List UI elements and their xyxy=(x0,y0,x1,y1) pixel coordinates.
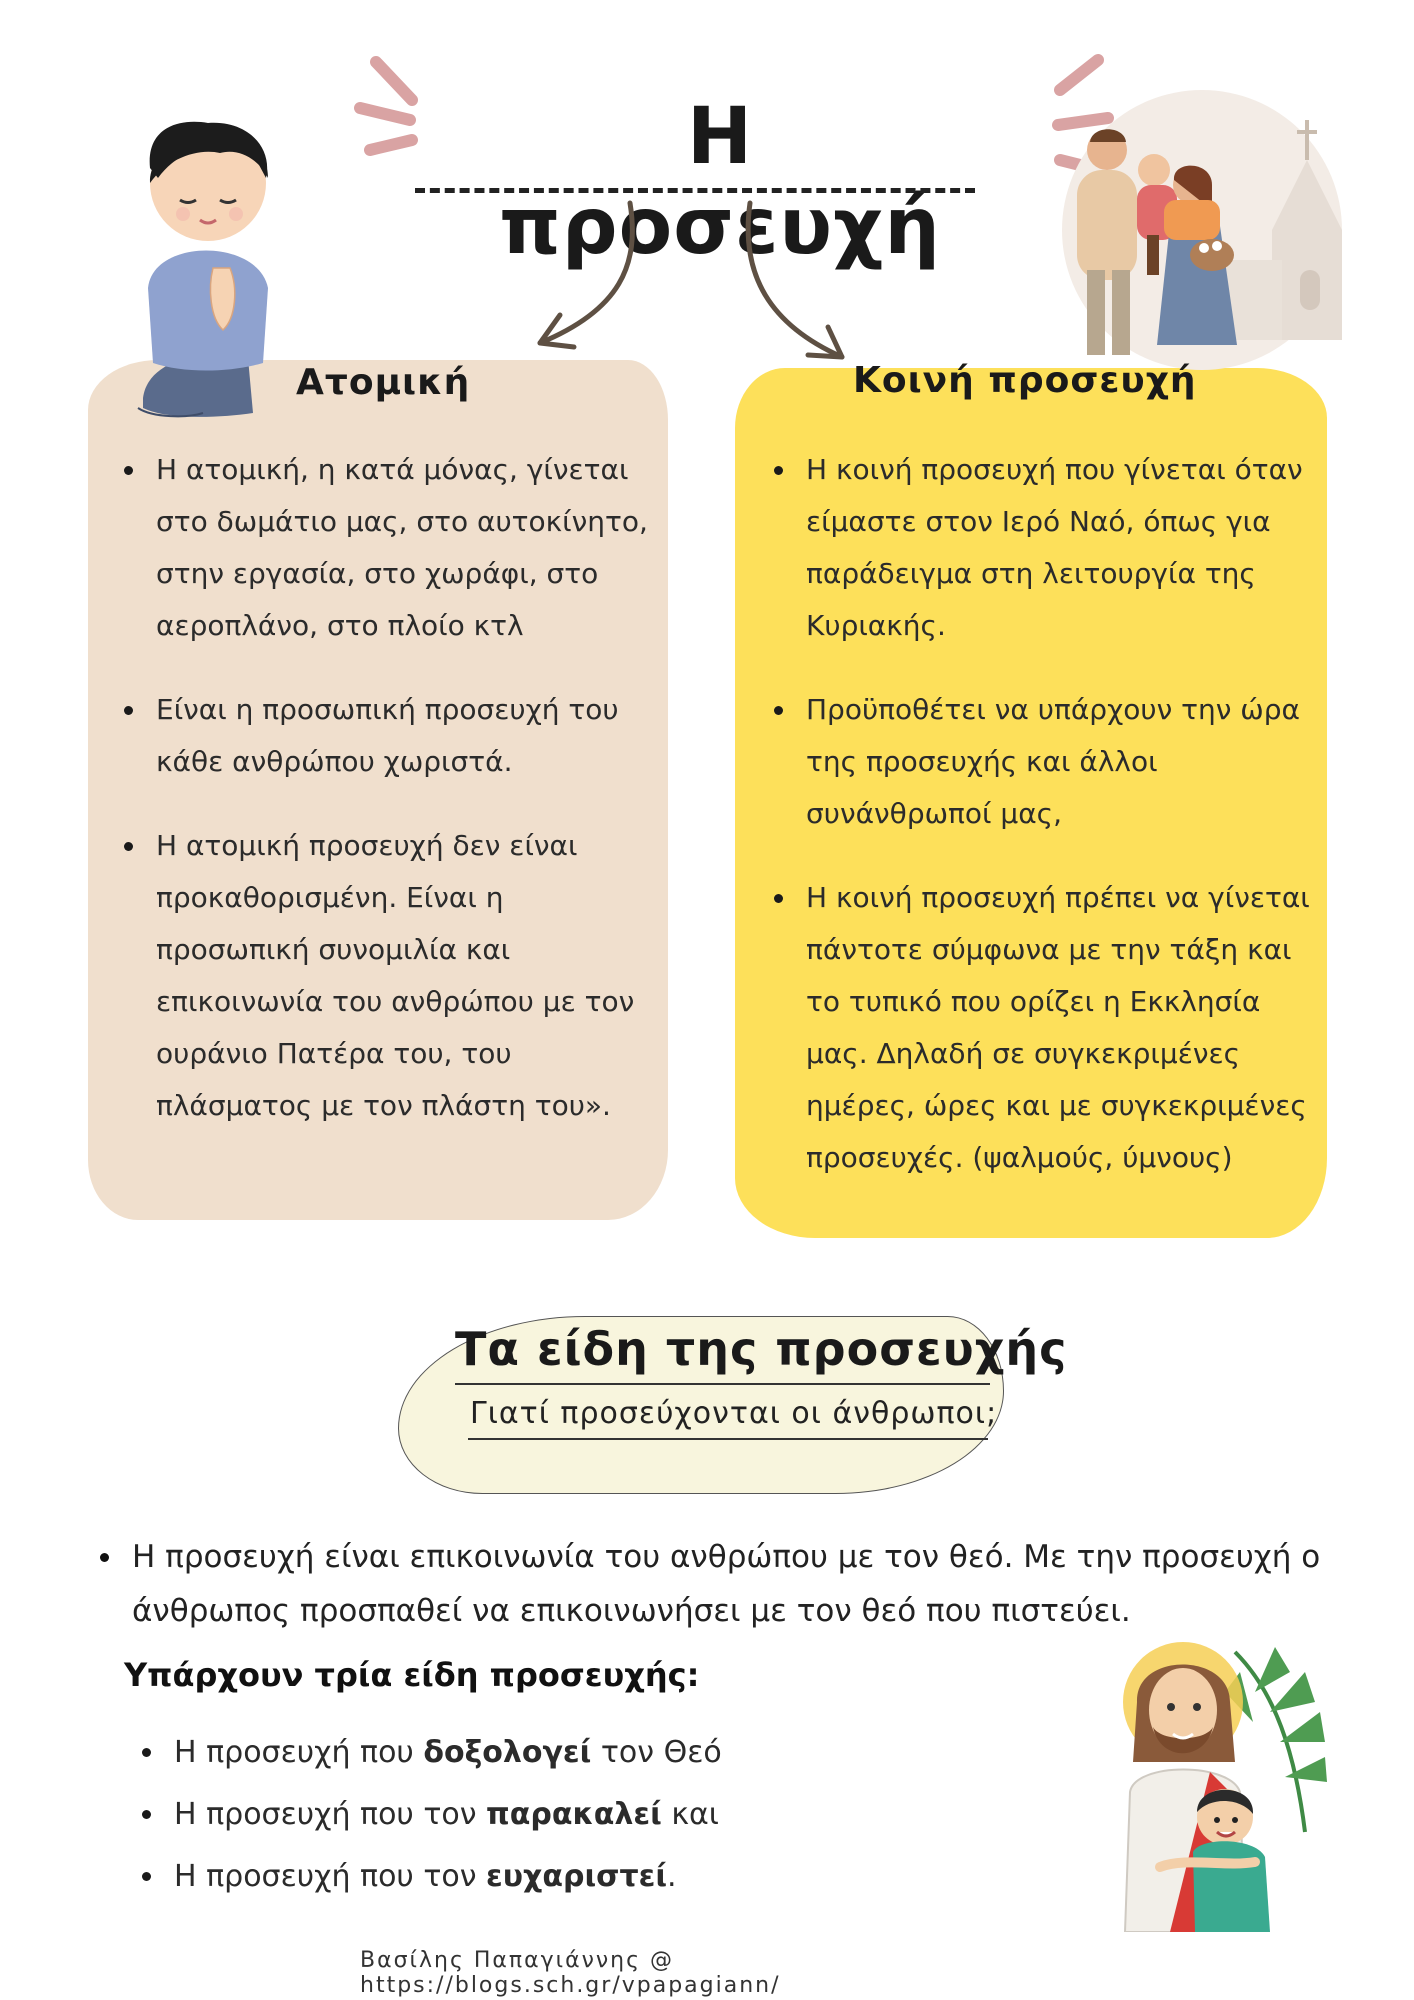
common-prayer-list xyxy=(772,444,1312,1216)
page-title: Η προσευχή xyxy=(499,92,941,272)
arrow-left-icon xyxy=(520,195,650,355)
jesus-child-illustration xyxy=(1105,1632,1335,1932)
section-title: Τα είδη της προσευχής xyxy=(455,1322,1068,1376)
arrow-right-icon xyxy=(730,195,860,370)
list-item: Είναι η προσωπική προσευχή του κάθε ανθρώπου χωριστά. xyxy=(122,684,662,788)
type-text-post: τον Θεό xyxy=(591,1735,722,1770)
list-item: Η ατομική, η κατά μόνας, γίνεται στο δωμάτιο μας, στο αυτοκίνητο, στην εργασία, στο χωράφι, στο αεροπλάνο, στο πλοίο κτλ xyxy=(122,444,662,652)
footer-credit: Βασίλης Παπαγιάννης @ https://blogs.sch.gr/vpapagiann/ xyxy=(360,1948,781,1998)
list-item: Η ατομική προσευχή δεν είναι προκαθορισμένη. Είναι η προσωπική συνομιλία και επικοινωνία του ανθρώπου με τον ουράνιο Πατέρα του, του πλάσματος με τον πλάστη του». xyxy=(122,820,662,1132)
list-item xyxy=(140,1722,840,1784)
type-text-pre: Η προσευχή που τον xyxy=(174,1859,487,1894)
family-church-illustration xyxy=(1052,80,1352,370)
title-underline xyxy=(415,188,975,193)
type-text-post: και xyxy=(661,1797,719,1832)
section-subtitle-underline xyxy=(468,1438,988,1440)
praying-boy-illustration xyxy=(128,108,298,428)
type-text-pre: Η προσευχή που xyxy=(174,1735,424,1770)
prayer-types-list xyxy=(140,1722,840,1908)
type-keyword: δοξολογεί xyxy=(423,1735,592,1770)
types-heading: Υπάρχουν τρία είδη προσευχής: xyxy=(124,1656,700,1694)
type-keyword: ευχαριστεί xyxy=(486,1859,668,1894)
individual-prayer-heading: Ατομική xyxy=(296,362,471,403)
section-subtitle: Γιατί προσεύχονται οι άνθρωποι; xyxy=(470,1396,998,1431)
section-title-underline xyxy=(455,1383,990,1385)
common-prayer-heading: Κοινή προσευχή xyxy=(853,360,1197,401)
individual-prayer-list xyxy=(122,444,662,1164)
type-text-post: . xyxy=(667,1859,677,1894)
list-item xyxy=(140,1846,840,1908)
list-item: Προϋποθέτει να υπάρχουν την ώρα της προσευχής και άλλοι συνάνθρωποί μας, xyxy=(772,684,1312,840)
list-item xyxy=(140,1784,840,1846)
list-item: Η κοινή προσευχή που γίνεται όταν είμαστε στον Ιερό Ναό, όπως για παράδειγμα στη λειτουργία της Κυριακής. xyxy=(772,444,1312,652)
list-item: Η κοινή προσευχή πρέπει να γίνεται πάντοτε σύμφωνα με την τάξη και το τυπικό που ορίζει η Εκκλησία μας. Δηλαδή σε συγκεκριμένες ημέρες, ώρες και με συγκεκριμένες προσευχές. (ψαλμούς, ύμνους) xyxy=(772,872,1312,1184)
intro-paragraph: Η προσευχή είναι επικοινωνία του ανθρώπου με τον θεό. Με την προσευχή ο άνθρωπος προσπαθεί να επικοινωνήσει με τον θεό που πιστεύει. xyxy=(98,1530,1382,1638)
type-keyword: παρακαλεί xyxy=(486,1797,662,1832)
type-text-pre: Η προσευχή που τον xyxy=(174,1797,487,1832)
